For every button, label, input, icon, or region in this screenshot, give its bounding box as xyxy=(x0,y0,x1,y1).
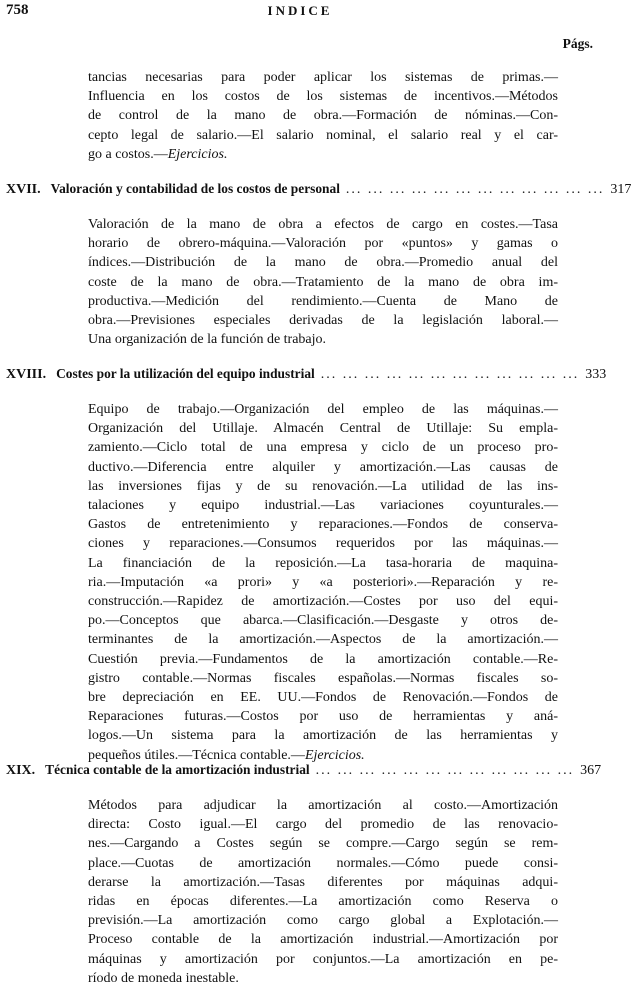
intro-line: cepto legal de salario.—El salario nominal, el salario real y el car- xyxy=(88,127,558,143)
chapter-heading-xix xyxy=(6,762,602,782)
summary-line: coste de la mano de obra.—Tratamiento de la mano de obra im- xyxy=(88,274,558,290)
chapter-title: Valoración y contabilidad de los costos de personal xyxy=(50,181,340,196)
summary-last-italic: Ejercicios. xyxy=(304,747,365,763)
summary-line: ridas en épocas diferentes.—La amortización como Reserva o xyxy=(88,894,558,910)
chapter-page-number: 317 xyxy=(610,182,631,197)
chapter-summary-xviii xyxy=(88,400,558,765)
intro-line: Influencia en los costos de los sistemas de incentivos.—Métodos xyxy=(88,89,558,105)
summary-line: previsión.—La amortización como cargo global a Explotación.— xyxy=(88,913,558,929)
summary-line: bre depreciación en EE. UU.—Fondos de Renovación.—Fondos de xyxy=(88,690,558,706)
pages-column-label: Págs. xyxy=(562,36,593,51)
summary-line: gistro contable.—Normas fiscales españolas.—Normas fiscales so- xyxy=(88,670,558,686)
summary-last-line xyxy=(88,969,558,988)
chapter-page-number: 367 xyxy=(580,763,602,778)
summary-line: terminantes de la amortización.—Aspectos de la amortización.— xyxy=(88,632,558,648)
chapter-title: Costes por la utilización del equipo industrial xyxy=(56,366,315,381)
chapter-numeral: XIX. xyxy=(6,763,36,778)
summary-line: place.—Cuotas de amortización normales.—Cómo puede consi- xyxy=(88,855,558,871)
chapter-numeral: XVII. xyxy=(6,182,41,197)
chapter-summary-xix xyxy=(88,796,558,988)
summary-line: construcción.—Rapidez de amortización.—Costes por uso del equi- xyxy=(88,594,558,610)
dot-leader: ... ... ... ... ... ... ... ... ... ... ... ... xyxy=(315,763,575,778)
summary-line: las inversiones fijas y de su renovación.—La utilidad de las ins- xyxy=(88,478,558,494)
summary-line: productiva.—Medición del rendimiento.—Cuenta de Mano de xyxy=(88,293,558,309)
summary-line: Gastos de entretenimiento y reparaciones.—Fondos de conserva- xyxy=(88,517,558,533)
intro-last-line xyxy=(88,145,558,164)
summary-line: logos.—Un sistema para la amortización de las herramientas y xyxy=(88,728,558,744)
chapter-page-number: 333 xyxy=(585,367,607,382)
running-title: INDICE xyxy=(267,3,333,18)
summary-last-line xyxy=(88,330,558,349)
chapter-numeral: XVIII. xyxy=(6,367,47,382)
summary-line: ria.—Imputación «a prori» y «a posteriori».—Reparación y re- xyxy=(88,574,558,590)
summary-line: máquinas y amortización por conjuntos.—La amortización en pe- xyxy=(88,951,558,967)
summary-last-text: ríodo de moneda inestable. xyxy=(88,970,239,986)
intro-last-text: go a costos.— xyxy=(88,146,168,162)
summary-line: Equipo de trabajo.—Organización del empleo de las máquinas.— xyxy=(88,402,558,417)
summary-line: po.—Conceptos que abarca.—Clasificación.—Desgaste y otros de- xyxy=(88,613,558,629)
page-number: 758 xyxy=(6,2,29,18)
intro-line: de control de la mano de obra.—Formación de nóminas.—Con- xyxy=(88,108,558,124)
summary-line: La financiación de la reposición.—La tasa-horaria de maquina- xyxy=(88,555,558,571)
summary-last-text: Una organización de la función de trabajo. xyxy=(88,332,327,348)
dot-leader: ... ... ... ... ... ... ... ... ... ... ... ... xyxy=(320,367,580,382)
summary-line: Reparaciones futuras.—Costos por uso de herramientas y aná- xyxy=(88,709,558,725)
summary-line: obra.—Previsiones especiales derivadas de la legislación laboral.— xyxy=(88,313,558,329)
summary-line: ciones y reparaciones.—Consumos requeridos por las máquinas.— xyxy=(88,536,558,552)
summary-line: Organización del Utillaje. Almacén Central de Utillaje: Su empla- xyxy=(88,421,558,437)
chapter-heading-xviii xyxy=(6,366,607,386)
summary-line: horario de obrero-máquina.—Valoración por «puntos» y gamas o xyxy=(88,236,558,252)
chapter-heading-xvii xyxy=(6,181,631,201)
summary-line: ductivo.—Diferencia entre alquiler y amortización.—Las causas de xyxy=(88,459,558,475)
summary-line: Proceso contable de la amortización industrial.—Amortización por xyxy=(88,932,558,948)
chapter-title: Técnica contable de la amortización industrial xyxy=(45,762,310,777)
dot-leader: ... ... ... ... ... ... ... ... ... ... ... ... xyxy=(345,182,605,197)
intro-last-italic: Ejercicios. xyxy=(167,146,228,162)
summary-line: directa: Costo igual.—El cargo del promedio de las renovacio- xyxy=(88,817,558,833)
summary-last-text: pequeños útiles.—Técnica contable.— xyxy=(88,747,305,763)
summary-line: derarse la amortización.—Tasas diferentes por máquinas adqui- xyxy=(88,874,558,890)
summary-line: Métodos para adjudicar la amortización al costo.—Amortización xyxy=(88,798,558,813)
summary-line: nes.—Cargando a Costes según se compre.—Cargo según se rem- xyxy=(88,836,558,852)
intro-paragraph xyxy=(88,68,558,164)
intro-line: tancias necesarias para poder aplicar los sistemas de primas.— xyxy=(88,70,558,85)
summary-line: zamiento.—Ciclo total de una empresa y ciclo de un proceso pro- xyxy=(88,440,558,456)
summary-line: Valoración de la mano de obra a efectos de cargo en costes.—Tasa xyxy=(88,217,558,232)
chapter-summary-xvii xyxy=(88,215,558,349)
summary-line: Cuestión previa.—Fundamentos de la amortización contable.—Re- xyxy=(88,651,558,667)
summary-line: talaciones y equipo industrial.—Las variaciones coyunturales.— xyxy=(88,498,558,514)
summary-line: índices.—Distribución de la mano de obra.—Promedio anual del xyxy=(88,255,558,271)
